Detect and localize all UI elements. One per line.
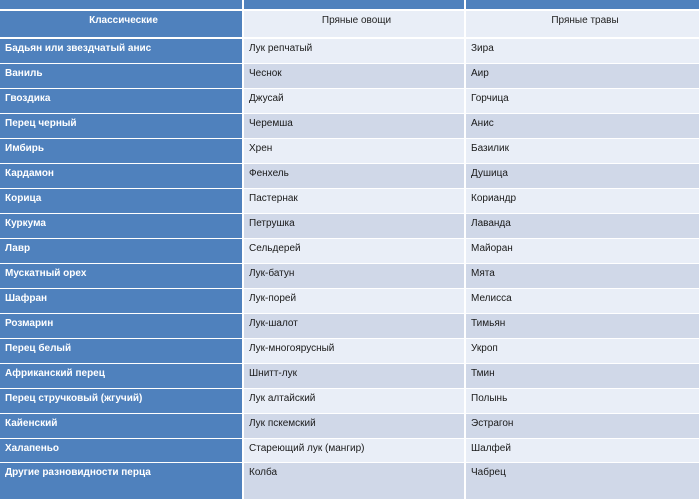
table-row bbox=[0, 338, 700, 363]
table-row bbox=[0, 188, 700, 213]
table-body bbox=[0, 38, 700, 500]
header-vegetables: Пряные овощи bbox=[243, 10, 465, 38]
cell-herb: Майоран bbox=[465, 238, 700, 263]
cell-classic: Кардамон bbox=[0, 163, 243, 188]
cell-vegetable: Черемша bbox=[243, 113, 465, 138]
cell-vegetable: Шнитт-лук bbox=[243, 363, 465, 388]
cell-vegetable: Хрен bbox=[243, 138, 465, 163]
table-top-band bbox=[0, 0, 700, 10]
cell-vegetable: Лук репчатый bbox=[243, 38, 465, 63]
header-classic: Классические bbox=[0, 10, 243, 38]
cell-classic: Кайенский bbox=[0, 413, 243, 438]
cell-vegetable: Чеснок bbox=[243, 63, 465, 88]
cell-herb: Полынь bbox=[465, 388, 700, 413]
table-row bbox=[0, 38, 700, 63]
cell-classic: Халапеньо bbox=[0, 438, 243, 463]
cell-classic: Другие разновидности перца bbox=[0, 463, 243, 500]
cell-classic: Перец стручковый (жгучий) bbox=[0, 388, 243, 413]
cell-classic: Перец черный bbox=[0, 113, 243, 138]
table-row bbox=[0, 313, 700, 338]
cell-classic: Розмарин bbox=[0, 313, 243, 338]
table-header-row bbox=[0, 10, 700, 38]
cell-classic: Имбирь bbox=[0, 138, 243, 163]
cell-vegetable: Фенхель bbox=[243, 163, 465, 188]
cell-vegetable: Лук пскемский bbox=[243, 413, 465, 438]
cell-herb: Горчица bbox=[465, 88, 700, 113]
cell-vegetable: Пастернак bbox=[243, 188, 465, 213]
table-row bbox=[0, 288, 700, 313]
cell-vegetable: Колба bbox=[243, 463, 465, 500]
cell-herb: Тимьян bbox=[465, 313, 700, 338]
cell-herb: Эстрагон bbox=[465, 413, 700, 438]
cell-vegetable: Джусай bbox=[243, 88, 465, 113]
cell-herb: Укроп bbox=[465, 338, 700, 363]
cell-herb: Душица bbox=[465, 163, 700, 188]
cell-vegetable: Лук-порей bbox=[243, 288, 465, 313]
cell-classic: Корица bbox=[0, 188, 243, 213]
cell-herb: Лаванда bbox=[465, 213, 700, 238]
table-row bbox=[0, 88, 700, 113]
cell-classic: Гвоздика bbox=[0, 88, 243, 113]
top-band-cell bbox=[243, 0, 465, 10]
table-row bbox=[0, 438, 700, 463]
cell-herb: Зира bbox=[465, 38, 700, 63]
cell-vegetable: Сельдерей bbox=[243, 238, 465, 263]
cell-classic: Африканский перец bbox=[0, 363, 243, 388]
cell-herb: Чабрец bbox=[465, 463, 700, 500]
cell-classic: Бадьян или звездчатый анис bbox=[0, 38, 243, 63]
table-row bbox=[0, 263, 700, 288]
cell-vegetable: Лук-батун bbox=[243, 263, 465, 288]
cell-classic: Лавр bbox=[0, 238, 243, 263]
header-herbs: Пряные травы bbox=[465, 10, 700, 38]
cell-herb: Мелисса bbox=[465, 288, 700, 313]
cell-vegetable: Лук алтайский bbox=[243, 388, 465, 413]
cell-classic: Мускатный орех bbox=[0, 263, 243, 288]
table-row bbox=[0, 113, 700, 138]
cell-vegetable: Стареющий лук (мангир) bbox=[243, 438, 465, 463]
cell-vegetable: Лук-шалот bbox=[243, 313, 465, 338]
table-row bbox=[0, 388, 700, 413]
cell-herb: Тмин bbox=[465, 363, 700, 388]
cell-herb: Мята bbox=[465, 263, 700, 288]
cell-herb: Шалфей bbox=[465, 438, 700, 463]
cell-herb: Базилик bbox=[465, 138, 700, 163]
table-row bbox=[0, 463, 700, 500]
cell-vegetable: Петрушка bbox=[243, 213, 465, 238]
table-row bbox=[0, 238, 700, 263]
cell-classic: Шафран bbox=[0, 288, 243, 313]
cell-classic: Куркума bbox=[0, 213, 243, 238]
cell-classic: Перец белый bbox=[0, 338, 243, 363]
table-row bbox=[0, 63, 700, 88]
top-band-cell bbox=[465, 0, 700, 10]
table-row bbox=[0, 363, 700, 388]
cell-herb: Кориандр bbox=[465, 188, 700, 213]
table-row bbox=[0, 138, 700, 163]
table-row bbox=[0, 213, 700, 238]
table-row bbox=[0, 413, 700, 438]
cell-vegetable: Лук-многоярусный bbox=[243, 338, 465, 363]
cell-classic: Ваниль bbox=[0, 63, 243, 88]
top-band-cell bbox=[0, 0, 243, 10]
table-row bbox=[0, 163, 700, 188]
cell-herb: Анис bbox=[465, 113, 700, 138]
cell-herb: Аир bbox=[465, 63, 700, 88]
